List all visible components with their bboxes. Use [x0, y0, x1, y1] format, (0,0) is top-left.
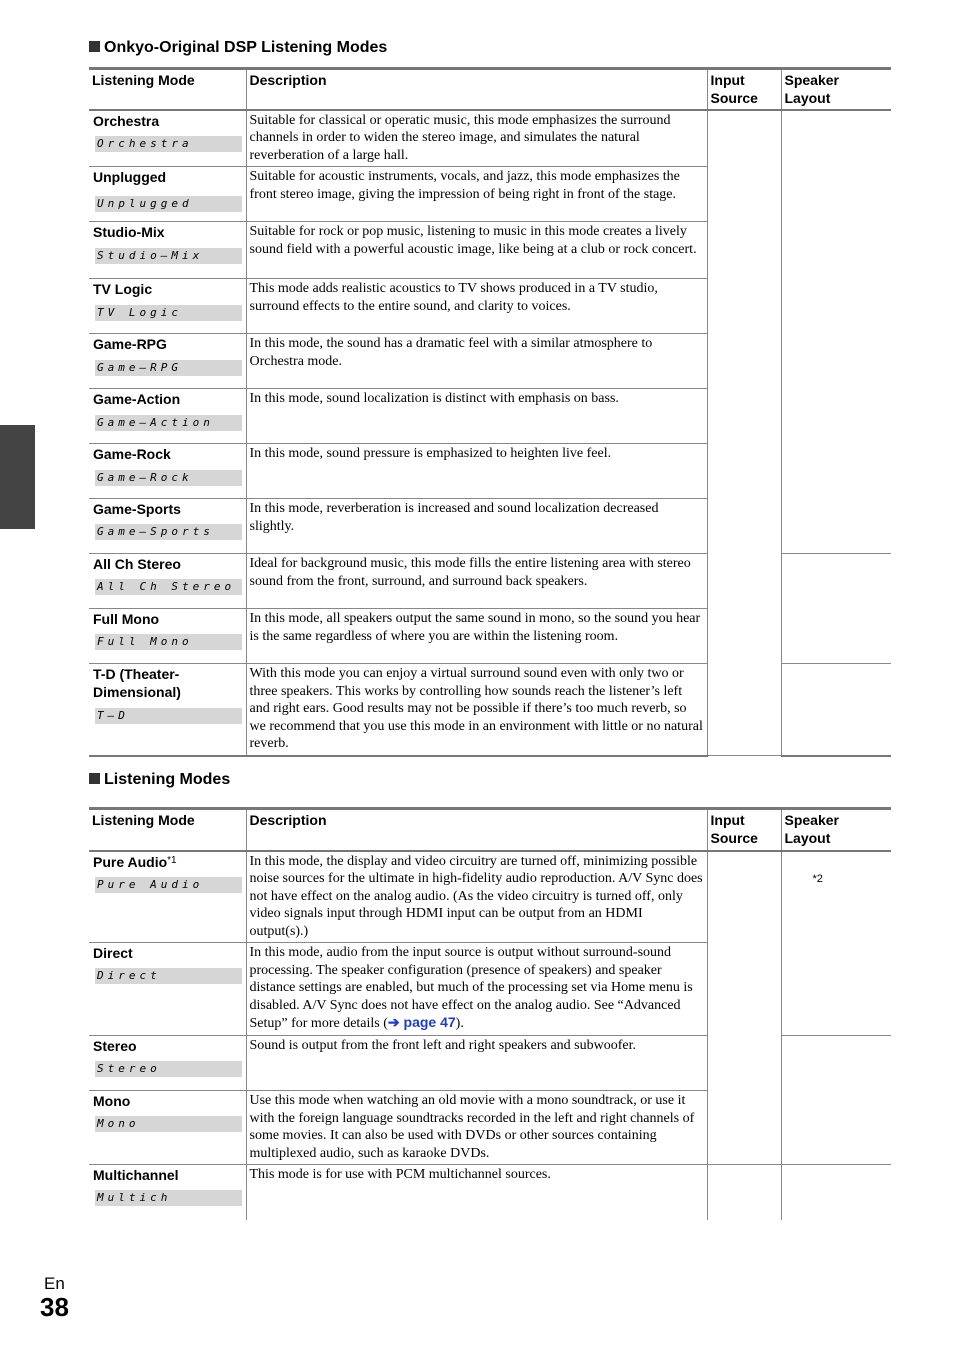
display-indicator: Direct — [95, 968, 242, 984]
square-bullet-icon — [89, 41, 100, 52]
section-heading-dsp-modes — [89, 38, 387, 58]
table-row — [89, 1165, 891, 1220]
table-header-row — [89, 69, 891, 110]
header-listening-mode: Listening Mode — [89, 69, 246, 110]
page-link[interactable]: ➔ page 47 — [387, 1014, 456, 1031]
speaker-layout-note: *2 — [812, 872, 823, 885]
display-indicator: All Ch Stereo — [95, 579, 242, 595]
mode-description: In this mode, sound localization is distinct with emphasis on bass. — [249, 391, 619, 406]
mode-description: With this mode you can enjoy a virtual surround sound even with only two or three speakers. This works by controlling how sounds reach the listener’s left and right ears. Good results may not be possible if there’s too much reverb, so we recommend that you use this mode in an environment with little or no natural reverb. — [249, 666, 703, 752]
mode-name: Game-Action — [93, 391, 181, 407]
mode-description: This mode is for use with PCM multichannel sources. — [249, 1167, 551, 1182]
speaker-layout-cell — [781, 1036, 891, 1165]
display-indicator: T–D — [95, 708, 242, 724]
mode-description: Sound is output from the front left and right speakers and subwoofer. — [249, 1038, 636, 1053]
mode-description: In this mode, the sound has a dramatic feel with a similar atmosphere to Orchestra mode. — [249, 336, 653, 369]
mode-name-text: Pure Audio — [93, 853, 168, 870]
display-indicator: Studio–Mix — [95, 248, 242, 264]
table-row — [89, 851, 891, 943]
mode-name: TV Logic — [93, 281, 153, 297]
mode-description: In this mode, the display and video circuitry are turned off, minimizing possible noise sources for the ultimate in high-fidelity audio reproduction. A/V Sync does not have effect on the analog audio. (As the video circuitry is turned off, only video signals input through HDMI input can be output from an HDMI output(s).) — [249, 853, 703, 939]
display-indicator: Game–Sports — [95, 524, 242, 540]
mode-description — [247, 943, 707, 1033]
description-text: ). — [455, 1016, 464, 1032]
mode-name: T-D (Theater-Dimensional) — [93, 666, 181, 700]
table-row — [89, 110, 891, 167]
mode-description: Suitable for classical or operatic music, this mode emphasizes the surround channels in order to widen the stereo image, and simulates the natural reverberation of a large hall. — [249, 112, 671, 163]
listening-modes-table — [89, 807, 891, 1220]
description-text: In this mode, audio from the input source is output without surround-sound processing. The speaker configuration (presence of speakers) and speaker distance settings are enabled, but much of the processing set via Home menu is disabled. A/V Sync does not have effect on the analog audio. See “Advanced Setup” for more details ( — [249, 945, 693, 1032]
mode-name: Game-Rock — [93, 446, 171, 462]
mode-description: Suitable for rock or pop music, listening to music in this mode creates a lively sound field with a powerful acoustic image, like being at a club or rock concert. — [249, 224, 697, 257]
mode-name: Stereo — [93, 1038, 137, 1054]
display-indicator: Pure Audio — [95, 877, 242, 893]
header-description: Description — [246, 809, 707, 851]
mode-description: Suitable for acoustic instruments, vocals, and jazz, this mode emphasizes the front stereo image, giving the impression of being right in front of the stage. — [249, 169, 680, 202]
input-source-cell — [707, 110, 781, 756]
display-indicator: TV Logic — [95, 305, 242, 321]
mode-description: In this mode, reverberation is increased and sound localization decreased slightly. — [249, 501, 659, 534]
display-indicator: Orchestra — [95, 136, 242, 152]
speaker-layout-cell — [781, 664, 891, 756]
mode-description: In this mode, sound pressure is emphasized to heighten live feel. — [249, 446, 612, 461]
display-indicator: Full Mono — [95, 634, 242, 650]
chapter-side-tab — [0, 425, 35, 529]
header-input-source: Input Source — [707, 69, 781, 110]
display-indicator: Stereo — [95, 1061, 242, 1077]
display-indicator: Game–Rock — [95, 470, 242, 486]
header-input-source: Input Source — [707, 809, 781, 851]
speaker-layout-cell — [781, 851, 891, 1036]
mode-name: Mono — [93, 1093, 131, 1109]
header-speaker-layout: Speaker Layout — [781, 809, 891, 851]
section-title: Listening Modes — [104, 771, 231, 788]
mode-name: Game-Sports — [93, 501, 181, 517]
speaker-layout-cell — [781, 554, 891, 664]
mode-name: Direct — [93, 945, 133, 961]
input-source-cell — [707, 851, 781, 1165]
input-source-cell — [707, 1165, 781, 1220]
section-title: Onkyo-Original DSP Listening Modes — [104, 39, 388, 56]
dsp-modes-table — [89, 67, 891, 757]
header-listening-mode: Listening Mode — [89, 809, 246, 851]
header-description: Description — [246, 69, 707, 110]
footnote-marker: *1 — [167, 854, 177, 866]
speaker-layout-cell — [781, 1165, 891, 1220]
mode-description: Ideal for background music, this mode fills the entire listening area with stereo sound from the front, surround, and surround back speakers. — [249, 556, 691, 589]
page-language: En — [44, 1274, 65, 1293]
mode-name: Game-RPG — [93, 336, 167, 352]
display-indicator: Multich — [95, 1190, 242, 1206]
display-indicator: Game–RPG — [95, 360, 242, 376]
mode-description: Use this mode when watching an old movie with a mono soundtrack, or use it with the foreign language soundtracks recorded in the left and right channels of some movies. It can also be used with DVDs or other sources containing multiplexed audio, such as karaoke DVDs. — [249, 1093, 695, 1161]
section-heading-listening-modes — [89, 770, 230, 790]
header-speaker-layout: Speaker Layout — [781, 69, 891, 110]
square-bullet-icon — [89, 773, 100, 784]
display-indicator: Mono — [95, 1116, 242, 1132]
table-header-row — [89, 809, 891, 851]
page-number: 38 — [40, 1292, 69, 1322]
speaker-layout-cell — [781, 110, 891, 554]
mode-name: Multichannel — [93, 1167, 179, 1183]
mode-description: This mode adds realistic acoustics to TV shows produced in a TV studio, surround effects to the entire sound, and clarity to voices. — [249, 281, 658, 314]
mode-name: All Ch Stereo — [93, 556, 181, 572]
mode-name — [89, 852, 246, 871]
mode-name: Studio-Mix — [93, 224, 165, 240]
mode-name: Orchestra — [93, 112, 160, 129]
mode-name: Full Mono — [93, 611, 160, 627]
mode-name: Unplugged — [93, 169, 167, 185]
display-indicator: Unplugged — [95, 196, 242, 212]
display-indicator: Game–Action — [95, 415, 242, 431]
mode-description: In this mode, all speakers output the same sound in mono, so the sound you hear is the same regardless of where you are within the listening room. — [249, 611, 701, 644]
